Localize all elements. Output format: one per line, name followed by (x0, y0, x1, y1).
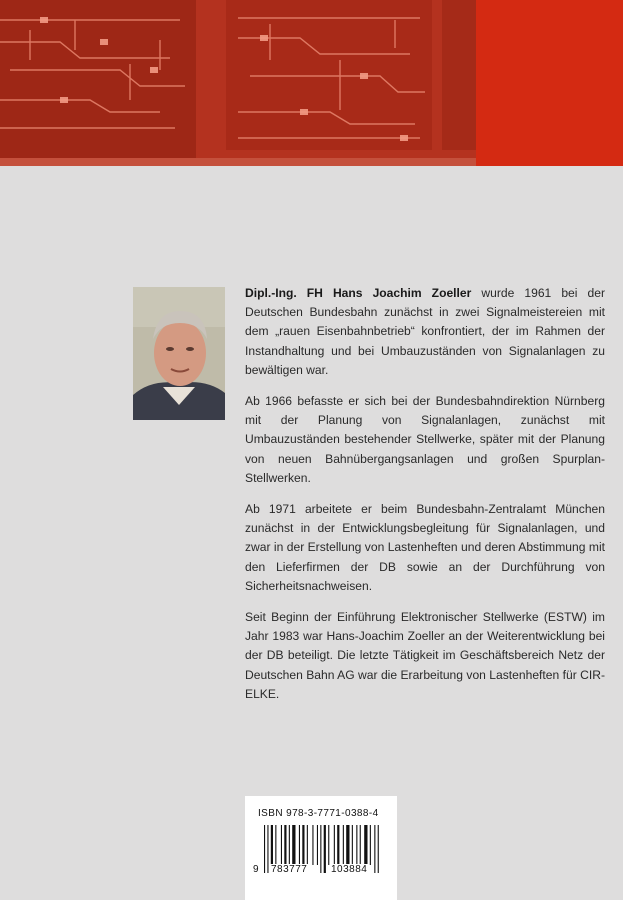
barcode-bar (275, 825, 276, 865)
barcode-bar (334, 825, 335, 865)
barcode-bar (302, 825, 304, 865)
ean-digits (252, 864, 392, 876)
barcode-bar (346, 825, 349, 865)
barcode-bar (364, 825, 367, 865)
bio-paragraph-4: Seit Beginn der Einführung Elektronischer Stellwerke (ESTW) im Jahr 1983 war Hans-Joachim Zoeller an der Weiterentwicklung bei der DB beteiligt. Die letzte Tätigkeit im Geschäftsbereich Netz der Deutschen Bahn AG war die Erarbeitung von Lastenheften für CIR-ELKE. (245, 610, 605, 701)
barcode-bar (312, 825, 313, 865)
barcode-bar (317, 825, 318, 865)
cover-accent-block (476, 0, 623, 166)
barcode-bar (271, 825, 273, 865)
barcode-bar (292, 825, 295, 865)
bio-paragraph-2: Ab 1966 befasste er sich bei der Bundesbahndirektion Nürnberg mit der Planung von Signalanlagen, zunächst mit Umbauzuständen bestehender Stellwerke, später mit der Planung von neuen Bahnübergangsanlagen und großen Spurplan-Stellwerken. (245, 394, 605, 485)
barcode-bar (343, 825, 344, 865)
author-biography (245, 284, 605, 716)
barcode-bar (356, 825, 357, 865)
author-name: Dipl.-Ing. FH Hans Joachim Zoeller (245, 286, 472, 300)
author-portrait (133, 287, 225, 420)
barcode-bar (299, 825, 300, 865)
author-photo-illustration (133, 287, 225, 420)
ean-left-digits: 783777 (271, 864, 308, 875)
barcode-bar (284, 825, 286, 865)
barcode-bar (360, 825, 361, 865)
bio-paragraph-3: Ab 1971 arbeitete er beim Bundesbahn-Zentralamt München zunächst in der Entwicklungsbegleitung für Signalanlagen, und zwar in der Erstellung von Lastenheften und deren Abstimmung mit den Lieferfirmen der DB sowie an der Durchführung von Sicherheitsnachweisen. (245, 502, 605, 593)
barcode-bar (370, 825, 371, 865)
barcode-bar (289, 825, 290, 865)
barcode-bar (281, 825, 282, 865)
ean-first-digit: 9 (253, 864, 260, 875)
barcode-bar (328, 825, 329, 865)
bio-paragraph-1-text: wurde 1961 bei der Deutschen Bundesbahn zunächst in zwei Signalmeistereien mit dem „rauen Eisenbahnbetrieb“ konfrontiert, der im Rahmen der Instandhaltung und bei Umbauzuständen von Signalanlagen zu bewältigen war. (245, 286, 606, 377)
bio-paragraph-1 (245, 284, 605, 380)
ean-right-digits: 103884 (331, 864, 368, 875)
barcode-bar (352, 825, 353, 865)
barcode-bar (307, 825, 308, 865)
barcode-bar (337, 825, 339, 865)
isbn-label: ISBN 978-3-7771-0388-4 (258, 808, 379, 819)
